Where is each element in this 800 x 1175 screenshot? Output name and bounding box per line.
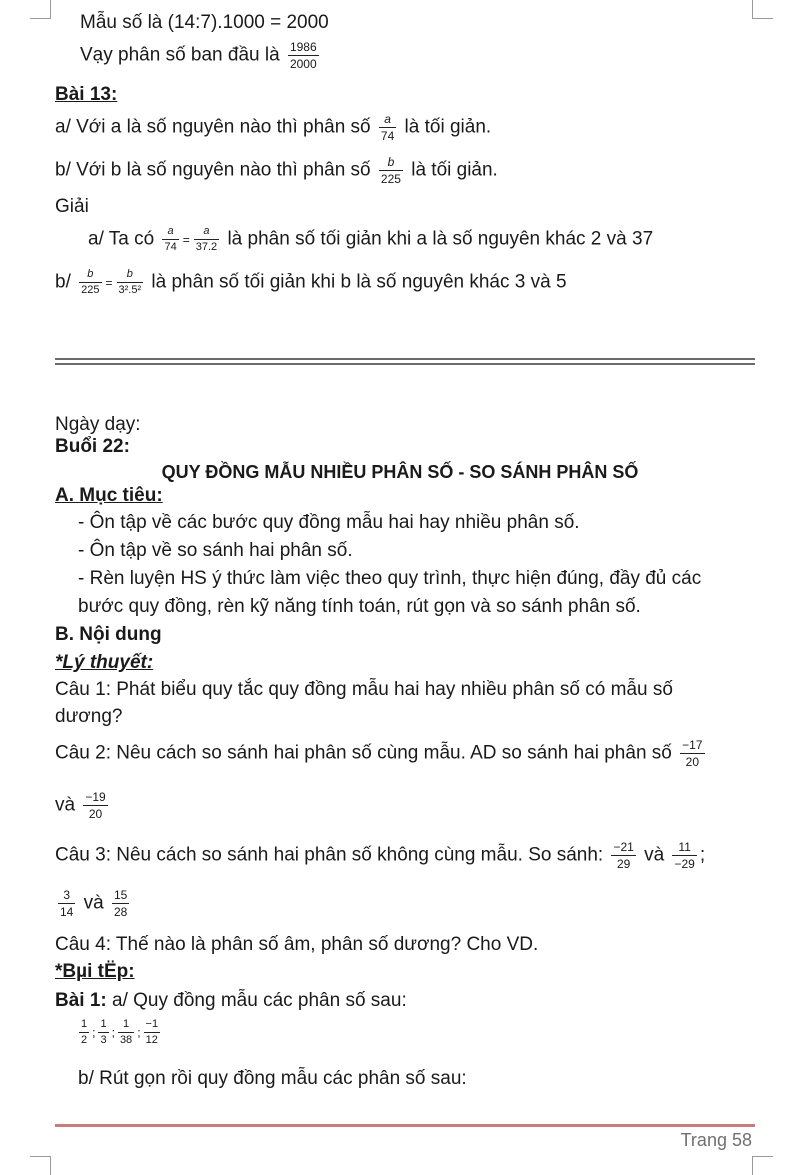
fraction-neg17-20: $\frac{-17}{20}$ xyxy=(682,738,703,769)
fraction-b-3sq5sq: $\frac{b}{\text{3².5²}}$ xyxy=(118,268,142,296)
top-line-2-text: Vạy phân số ban đầu là xyxy=(80,44,280,66)
section-divider xyxy=(55,358,755,365)
goal-item-1: - Ôn tập về các bước quy đồng mẫu hai hay nhiều phân số. xyxy=(78,512,580,533)
goal-item-2: - Ôn tập về so sánh hai phân số. xyxy=(78,540,353,561)
goal-item-3-cont: bước quy đồng, rèn kỹ năng tính toán, rút gọn và so sánh phân số. xyxy=(78,596,641,617)
content-heading: B. Nội dung xyxy=(55,624,162,645)
question-1-line-1: Câu 1: Phát biểu quy tắc quy đồng mẫu hai hay nhiều phân số có mẫu số xyxy=(55,679,673,700)
bai13-solution-a: a/ Ta có $\frac{a}{74}$ = $\frac{a}{37.2}$ là phân số tối giản khi a là số nguyên khác 2 và 37 xyxy=(88,225,654,253)
question-1-line-2: dương? xyxy=(55,706,123,727)
fraction-15-28: $\frac{15}{28}$ xyxy=(114,888,128,919)
fraction-11-neg29: $\frac{11}{-29}$ xyxy=(674,840,695,871)
theory-heading: *Lý thuyết: xyxy=(55,652,154,673)
fraction-1-2: $\frac{1}{2}$ xyxy=(81,1018,88,1046)
question-3-cont: $\frac{3}{14}$ và $\frac{15}{28}$ xyxy=(60,888,128,919)
question-4: Câu 4: Thế nào là phân số âm, phân số dương? Cho VD. xyxy=(55,934,539,955)
practice-heading: *Bµi tËp: xyxy=(55,961,135,982)
goal-item-3: - Rèn luyện HS ý thức làm việc theo quy trình, thực hiện đúng, đầy đủ các xyxy=(78,568,702,589)
corner-mark-bottom-right xyxy=(752,1156,773,1175)
fraction-a-74: $\frac{a}{74}$ xyxy=(380,112,395,143)
corner-mark-top-left xyxy=(30,0,51,19)
fraction-1986-2000: $\frac{1986}{2000}$ xyxy=(289,40,317,71)
session-label: Buổi 22: xyxy=(55,436,130,457)
exercise-1-a: Bài 1: a/ Quy đồng mẫu các phân số sau: xyxy=(55,990,407,1011)
giai-label: Giải xyxy=(55,196,89,217)
corner-mark-bottom-left xyxy=(30,1156,51,1175)
fraction-a-37x2: $\frac{a}{37.2}$ xyxy=(195,225,218,253)
fraction-neg19-20: $\frac{-19}{20}$ xyxy=(85,790,106,821)
teaching-date-label: Ngày dạy: xyxy=(55,414,141,435)
page-number: Trang 58 xyxy=(680,1130,752,1150)
question-3: Câu 3: Nêu cách so sánh hai phân số không cùng mẫu. So sánh: $\frac{-21}{29}$ và $\frac{11}{-29}$ ; xyxy=(55,840,706,871)
bai13-question-a: a/ Với a là số nguyên nào thì phân số $\frac{a}{74}$ là tối giản. xyxy=(55,112,492,143)
fraction-b-225: $\frac{b}{225}$ xyxy=(380,155,401,186)
corner-mark-top-right xyxy=(752,0,773,19)
fraction-1-3: $\frac{1}{3}$ xyxy=(100,1018,107,1046)
bai13-heading: Bài 13: xyxy=(55,84,118,105)
top-line-2 xyxy=(80,40,322,71)
footer-rule xyxy=(55,1124,755,1127)
question-2-cont: và $\frac{-19}{20}$ xyxy=(55,790,106,821)
top-line-1: Mẫu số là (14:7).1000 = 2000 xyxy=(80,12,329,33)
exercise-1-fractions: $\frac{1}{2}$ ; $\frac{1}{3}$ ; $\frac{1}{38}$ ; $\frac{-1}{12}$ xyxy=(81,1018,159,1046)
lesson-title: QUY ĐỒNG MẪU NHIỀU PHÂN SỐ - SO SÁNH PHÂN SỐ xyxy=(161,462,639,482)
fraction-1-38: $\frac{1}{38}$ xyxy=(119,1018,133,1046)
bai13-question-b: b/ Với b là số nguyên nào thì phân số $\frac{b}{225}$ là tối giản. xyxy=(55,155,498,186)
fraction-b-225-sol: $\frac{b}{225}$ xyxy=(81,268,100,296)
question-2: Câu 2: Nêu cách so sánh hai phân số cùng mẫu. AD so sánh hai phân số $\frac{-17}{20}$ xyxy=(55,738,703,769)
fraction-3-14: $\frac{3}{14}$ xyxy=(60,888,74,919)
fraction-neg21-29: $\frac{-21}{29}$ xyxy=(613,840,634,871)
bai13-solution-b: b/ $\frac{b}{225}$ = $\frac{b}{\text{3².5²}}$ là phân số tối giản khi b là số nguyên khác 3 và 5 xyxy=(55,268,567,296)
fraction-a-74-sol: $\frac{a}{74}$ xyxy=(164,225,177,253)
exercise-1-b: b/ Rút gọn rồi quy đồng mẫu các phân số sau: xyxy=(78,1068,467,1089)
fraction-neg1-12: $\frac{-1}{12}$ xyxy=(145,1018,159,1046)
goal-heading: A. Mục tiêu: xyxy=(55,485,163,506)
